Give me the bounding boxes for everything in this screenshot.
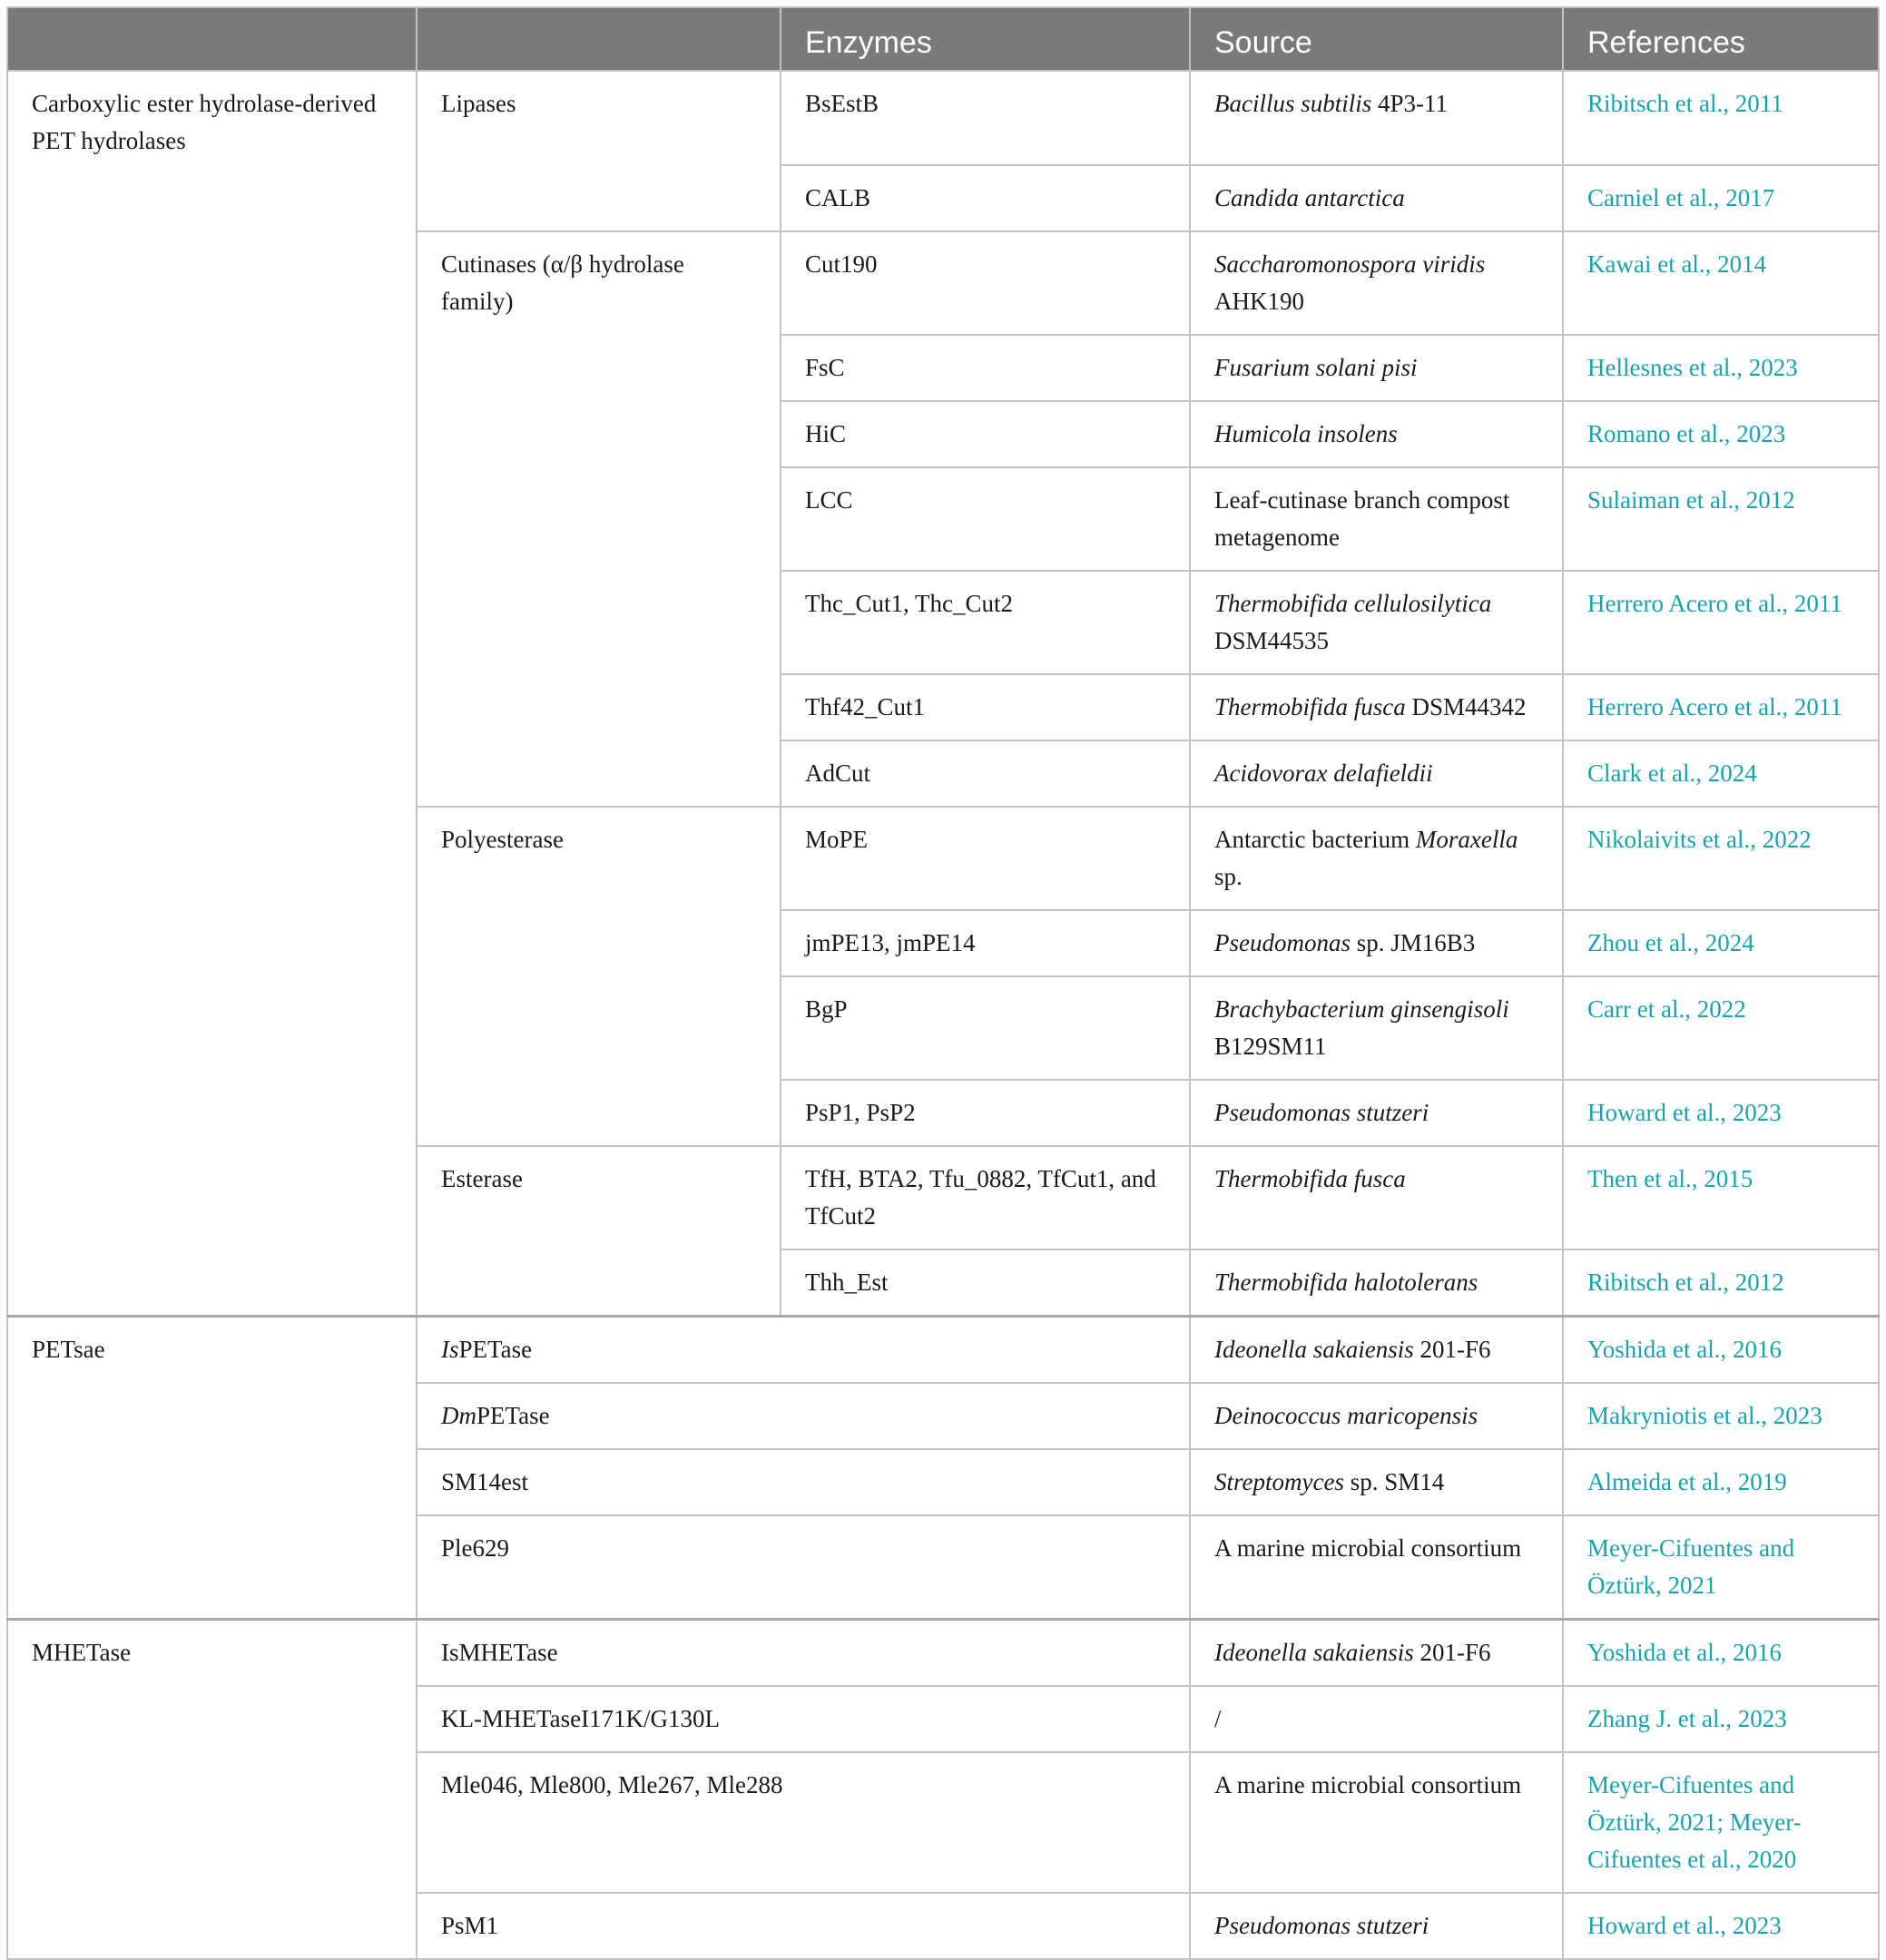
table-row xyxy=(7,1317,1879,1384)
source-cell: Saccharomonospora viridis AHK190 xyxy=(1190,231,1563,335)
enzyme-cell: LCC xyxy=(781,467,1190,571)
reference-link[interactable]: Romano et al., 2023 xyxy=(1563,401,1879,467)
enzyme-cell: SM14est xyxy=(417,1449,1190,1515)
group-cell-carboxylic: Carboxylic ester hydrolase-derived PET hydrolases xyxy=(7,71,417,1317)
header-row xyxy=(7,7,1879,71)
enzyme-cell: DmPETase xyxy=(417,1383,1190,1449)
source-cell: Thermobifida cellulosilytica DSM44535 xyxy=(1190,571,1563,674)
enzyme-cell: MoPE xyxy=(781,807,1190,910)
reference-link[interactable]: Yoshida et al., 2016 xyxy=(1563,1620,1879,1687)
reference-link[interactable]: Yoshida et al., 2016 xyxy=(1563,1317,1879,1384)
enzyme-cell: BsEstB xyxy=(781,71,1190,165)
header-source: Source xyxy=(1190,7,1563,71)
enzyme-cell: Thf42_Cut1 xyxy=(781,674,1190,740)
enzyme-cell: Cut190 xyxy=(781,231,1190,335)
reference-link[interactable]: Meyer-Cifuentes and Öztürk, 2021; Meyer-Cifuentes et al., 2020 xyxy=(1563,1752,1879,1893)
enzyme-cell: Ple629 xyxy=(417,1515,1190,1620)
source-cell: Deinococcus maricopensis xyxy=(1190,1383,1563,1449)
source-cell: Humicola insolens xyxy=(1190,401,1563,467)
source-cell: Acidovorax delafieldii xyxy=(1190,740,1563,807)
reference-link[interactable]: Then et al., 2015 xyxy=(1563,1146,1879,1250)
source-cell: Thermobifida fusca DSM44342 xyxy=(1190,674,1563,740)
enzyme-cell: Thc_Cut1, Thc_Cut2 xyxy=(781,571,1190,674)
header-subcategory xyxy=(417,7,781,71)
reference-link[interactable]: Zhang J. et al., 2023 xyxy=(1563,1686,1879,1752)
reference-link[interactable]: Nikolaivits et al., 2022 xyxy=(1563,807,1879,910)
header-enzymes: Enzymes xyxy=(781,7,1190,71)
subgroup-cell-cutinases: Cutinases (α/β hydrolase family) xyxy=(417,231,781,807)
reference-link[interactable]: Makryniotis et al., 2023 xyxy=(1563,1383,1879,1449)
enzyme-cell: TfH, BTA2, Tfu_0882, TfCut1, and TfCut2 xyxy=(781,1146,1190,1250)
source-cell: Fusarium solani pisi xyxy=(1190,335,1563,401)
reference-link[interactable]: Zhou et al., 2024 xyxy=(1563,910,1879,976)
group-cell-petsae: PETsae xyxy=(7,1317,417,1620)
reference-link[interactable]: Clark et al., 2024 xyxy=(1563,740,1879,807)
subgroup-cell-esterase: Esterase xyxy=(417,1146,781,1317)
source-cell: Pseudomonas stutzeri xyxy=(1190,1080,1563,1146)
source-cell: Thermobifida halotolerans xyxy=(1190,1250,1563,1317)
enzyme-cell: jmPE13, jmPE14 xyxy=(781,910,1190,976)
enzyme-cell: IsPETase xyxy=(417,1317,1190,1384)
source-cell: A marine microbial consortium xyxy=(1190,1752,1563,1893)
header-references: References xyxy=(1563,7,1879,71)
source-cell: Pseudomonas stutzeri xyxy=(1190,1893,1563,1959)
reference-link[interactable]: Carniel et al., 2017 xyxy=(1563,165,1879,231)
header-category xyxy=(7,7,417,71)
source-cell: Ideonella sakaiensis 201-F6 xyxy=(1190,1620,1563,1687)
source-cell: Thermobifida fusca xyxy=(1190,1146,1563,1250)
reference-link[interactable]: Ribitsch et al., 2012 xyxy=(1563,1250,1879,1317)
enzyme-cell: Mle046, Mle800, Mle267, Mle288 xyxy=(417,1752,1190,1893)
source-cell: / xyxy=(1190,1686,1563,1752)
source-cell: Leaf-cutinase branch compost metagenome xyxy=(1190,467,1563,571)
reference-link[interactable]: Ribitsch et al., 2011 xyxy=(1563,71,1879,165)
source-cell: Streptomyces sp. SM14 xyxy=(1190,1449,1563,1515)
reference-link[interactable]: Kawai et al., 2014 xyxy=(1563,231,1879,335)
table-row xyxy=(7,1620,1879,1687)
reference-link[interactable]: Carr et al., 2022 xyxy=(1563,976,1879,1080)
source-cell: Brachybacterium ginsengisoli B129SM11 xyxy=(1190,976,1563,1080)
reference-link[interactable]: Meyer-Cifuentes and Öztürk, 2021 xyxy=(1563,1515,1879,1620)
enzyme-cell: Thh_Est xyxy=(781,1250,1190,1317)
table-row xyxy=(7,71,1879,165)
reference-link[interactable]: Herrero Acero et al., 2011 xyxy=(1563,571,1879,674)
enzyme-cell: CALB xyxy=(781,165,1190,231)
source-cell: Candida antarctica xyxy=(1190,165,1563,231)
group-cell-mhetase: MHETase xyxy=(7,1620,417,1960)
enzyme-cell: IsMHETase xyxy=(417,1620,1190,1687)
reference-link[interactable]: Hellesnes et al., 2023 xyxy=(1563,335,1879,401)
enzyme-cell: KL-MHETaseI171K/G130L xyxy=(417,1686,1190,1752)
subgroup-cell-lipases: Lipases xyxy=(417,71,781,231)
subgroup-cell-polyesterase: Polyesterase xyxy=(417,807,781,1146)
reference-link[interactable]: Howard et al., 2023 xyxy=(1563,1080,1879,1146)
enzyme-cell: PsM1 xyxy=(417,1893,1190,1959)
reference-link[interactable]: Herrero Acero et al., 2011 xyxy=(1563,674,1879,740)
enzyme-cell: BgP xyxy=(781,976,1190,1080)
reference-link[interactable]: Howard et al., 2023 xyxy=(1563,1893,1879,1959)
enzyme-cell: AdCut xyxy=(781,740,1190,807)
enzyme-cell: HiC xyxy=(781,401,1190,467)
enzyme-cell: FsC xyxy=(781,335,1190,401)
pet-hydrolase-table xyxy=(6,6,1880,1960)
source-cell: Bacillus subtilis 4P3-11 xyxy=(1190,71,1563,165)
source-cell: Antarctic bacterium Moraxella sp. xyxy=(1190,807,1563,910)
reference-link[interactable]: Sulaiman et al., 2012 xyxy=(1563,467,1879,571)
source-cell: Ideonella sakaiensis 201-F6 xyxy=(1190,1317,1563,1384)
source-cell: Pseudomonas sp. JM16B3 xyxy=(1190,910,1563,976)
source-cell: A marine microbial consortium xyxy=(1190,1515,1563,1620)
enzyme-cell: PsP1, PsP2 xyxy=(781,1080,1190,1146)
reference-link[interactable]: Almeida et al., 2019 xyxy=(1563,1449,1879,1515)
table-container xyxy=(6,6,1880,1960)
